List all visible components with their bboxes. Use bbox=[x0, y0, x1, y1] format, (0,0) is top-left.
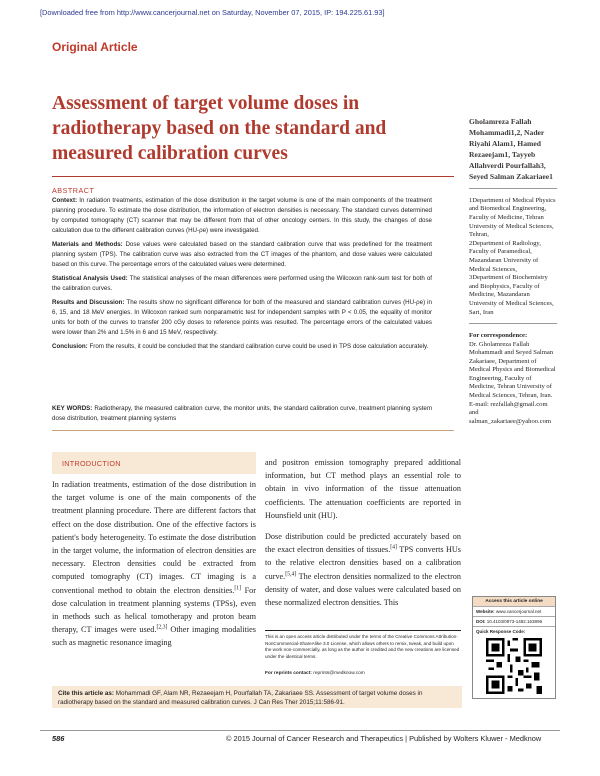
citation bbox=[58, 689, 458, 708]
correspondence-text: Dr. Gholamreza Fallah Mohammadi and Seyed Salman Zakariaee, Department of Medical Physics and Biomedical Engineering, Faculty of Medicine, Tehran University of Medical Sciences, Tehran, Iran. E-mail: rezfallah@gmail.com and salman_zakariaee@yahoo.com bbox=[469, 340, 556, 425]
stats-text: The statistical analyses of the mean differences were performed using the Wilcoxon rank-sum test for both of the calibration curves. bbox=[52, 275, 432, 292]
context-text: In radiation treatments, estimation of the dose distribution in the target volume is one of the main components of the treatment planning procedure. To estimate the dose distribution, the information of electron densities is necessary. The standard curves determined by computed tomography (CT) scanner that may be different from that of other oncology centers. In this study, the changes of dose calculation due to the different calibration curves (HU-ρe) were investigated. bbox=[52, 197, 432, 234]
intro-text-1a: In radiation treatments, estimation of the dose distribution in the target volume is one of the main components of the treatment planning procedure. There are different factors that effect on the dose distribution. One of the effective factors is patient's body heterogeneity. To estimate the dose distribution in the target volume, the information of electron densities are necessary. Electron densities could be extracted from computed tomography (CT) images. CT imaging is a conventional method to obtain the electron densities. bbox=[52, 480, 256, 595]
ref-2-3[interactable]: [2,3] bbox=[156, 624, 168, 631]
keywords bbox=[52, 404, 432, 424]
abstract-conclusion bbox=[52, 342, 432, 352]
title-divider bbox=[52, 176, 454, 177]
reprints-label: For reprints contact: bbox=[265, 671, 312, 676]
footer-divider bbox=[40, 730, 560, 731]
ref-5-4[interactable]: [5,4] bbox=[285, 570, 297, 577]
context-label: Context: bbox=[52, 197, 78, 204]
doi-label: DOI: bbox=[476, 619, 486, 624]
body-column-left bbox=[52, 478, 256, 658]
citation-label: Cite this article as: bbox=[58, 690, 114, 697]
intro-paragraph-2: and positron emission tomography prepared additional information, but CT method plays an essential role to obtain in vivo information of the tissue attenuation coefficients. The attenuation coefficients are reported in Hounsfield unit (HU). bbox=[265, 458, 461, 520]
article-type-label: Original Article bbox=[52, 40, 138, 54]
website-label: Website: bbox=[476, 609, 495, 614]
download-note: [Downloaded free from http://www.cancerjournal.net on Saturday, November 07, 2015, IP: 194.225.61.93] bbox=[40, 8, 385, 17]
keywords-label: KEY WORDS: bbox=[52, 405, 93, 412]
intro-text-3c: The electron densities normalized to the electron density of water, and dose values were calculated based on these normalized electron densities. This bbox=[265, 571, 461, 608]
page-number: 586 bbox=[52, 734, 65, 743]
intro-paragraph-1 bbox=[52, 478, 256, 650]
affiliation-1: 1Department of Medical Physics and Biomedical Engineering, Faculty of Medicine, Tehran University of Medical Sciences, Tehran, bbox=[469, 196, 556, 239]
conclusion-label: Conclusion: bbox=[52, 343, 88, 350]
abstract-results bbox=[52, 298, 432, 338]
keywords-text: Radiotherapy, the measured calibration curve, the monitor units, the standard calibration curve, treatment planning system dose distribution, treatment planning systems bbox=[52, 405, 432, 422]
doi-line bbox=[473, 616, 555, 626]
footer-copyright: © 2015 Journal of Cancer Research and Therapeutics | Published by Wolters Kluwer - Medknow bbox=[226, 734, 542, 743]
website-link[interactable]: www.cancerjournal.net bbox=[495, 609, 542, 614]
sidebar-divider-2 bbox=[469, 323, 557, 324]
affiliation-3: 3Department of Biochemistry and Biophysics, Faculty of Medicine, Mazandaran University of Medical Sciences, Sari, Iran bbox=[469, 274, 554, 316]
author-list: Gholamreza Fallah Mohammadi1,2, Nader Riyahi Alam1, Hamed Rezaeejam1, Tayyeb Allahverdi Pourfallah3, Seyed Salman Zakariaee1 bbox=[469, 117, 553, 181]
correspondence-label: For correspondence: bbox=[469, 331, 528, 339]
ref-1[interactable]: [1] bbox=[234, 584, 242, 591]
doi-value[interactable]: 10.4103/0973-1482.163896 bbox=[486, 619, 543, 624]
stats-label: Statistical Analysis Used: bbox=[52, 275, 128, 282]
intro-text-1b: For dose calculation in treatment planning systems (TPSs), even in methods such as helical tomotherapy and proton beam therapy, CT images were used. bbox=[52, 585, 257, 635]
intro-paragraph-3 bbox=[265, 530, 461, 609]
qr-code-icon[interactable] bbox=[486, 638, 542, 694]
intro-text-3b: TPS converts HUs to the relative electron densities based on a calibration curve. bbox=[265, 545, 461, 581]
results-text: The results show no significant difference for both of the measured and standard calibration curves (HU-ρe) in 6, 15, and 18 MeV energies. In Wilcoxon ranked sum nonparametric test for independent samples with P < 0.05, the equality of monitor units for both of the curves to transfer 200 cGy doses to reference points was resulted. The percentage errors of the calculated values were lower than 2% and 1.5% in 6 and 15 MeV, respectively. bbox=[52, 299, 432, 336]
abstract-heading: ABSTRACT bbox=[52, 186, 95, 195]
affiliations bbox=[469, 197, 557, 317]
license-notice: This is an open access article distributed under the terms of the Creative Commons Attribution-NonCommercial-ShareAlike 3.0 License, which allows others to remix, tweak, and build upon the work non-commercially, as long as the author is credited and the new creations are licensed under the identical terms. bbox=[265, 630, 461, 660]
abstract-context bbox=[52, 196, 432, 236]
keywords-divider bbox=[52, 430, 454, 431]
abstract-stats bbox=[52, 274, 432, 294]
reprints-email[interactable]: reprints@medknow.com bbox=[313, 671, 365, 676]
access-title: Access this article online bbox=[473, 597, 555, 606]
intro-text-1c: Other imaging modalities such as magnetic resonance imaging bbox=[52, 625, 256, 648]
results-label: Results and Discussion: bbox=[52, 299, 125, 306]
abstract-body bbox=[52, 196, 432, 356]
methods-label: Materials and Methods: bbox=[52, 241, 123, 248]
abstract-methods bbox=[52, 240, 432, 270]
ref-4[interactable]: [4] bbox=[390, 544, 397, 551]
introduction-heading: INTRODUCTION bbox=[62, 459, 121, 468]
affiliation-2: 2Department of Radiology, Faculty of Paramedical, Mazandaran University of Medical Sciences, bbox=[469, 239, 541, 273]
website-line bbox=[473, 606, 555, 616]
correspondence bbox=[469, 332, 557, 427]
intro-text-3a: Dose distribution could be predicted accurately based on the exact electron densities of tissues. bbox=[265, 532, 461, 555]
conclusion-text: From the results, it could be concluded that the standard calibration curve could be used in TPS dose calculation accurately. bbox=[89, 343, 429, 350]
article-title: Assessment of target volume doses in radiotherapy based on the standard and measured calibration curves bbox=[52, 93, 387, 164]
methods-text: Dose values were calculated based on the standard calibration curve that was predefined for the treatment planning system (TPS). The calibration curve was also extracted from the CT images of the phantom, and dose values were calculated based on this curve. The percentage errors of the calculated values were determined. bbox=[52, 241, 432, 268]
reprints-contact bbox=[265, 671, 365, 676]
access-online-box bbox=[472, 596, 556, 699]
qr-label: Quick Response Code: bbox=[473, 626, 555, 636]
sidebar-divider-1 bbox=[469, 188, 557, 189]
body-column-right bbox=[265, 456, 461, 617]
author-sidebar bbox=[469, 116, 557, 426]
citation-text: Mohammadi GF, Alam NR, Rezaeejam H, Pourfallah TA, Zakariaee SS. Assessment of target volume doses in radiotherapy based on the standard and measured calibration curves. J Can Res Ther 2015;11:586-91. bbox=[58, 690, 423, 707]
